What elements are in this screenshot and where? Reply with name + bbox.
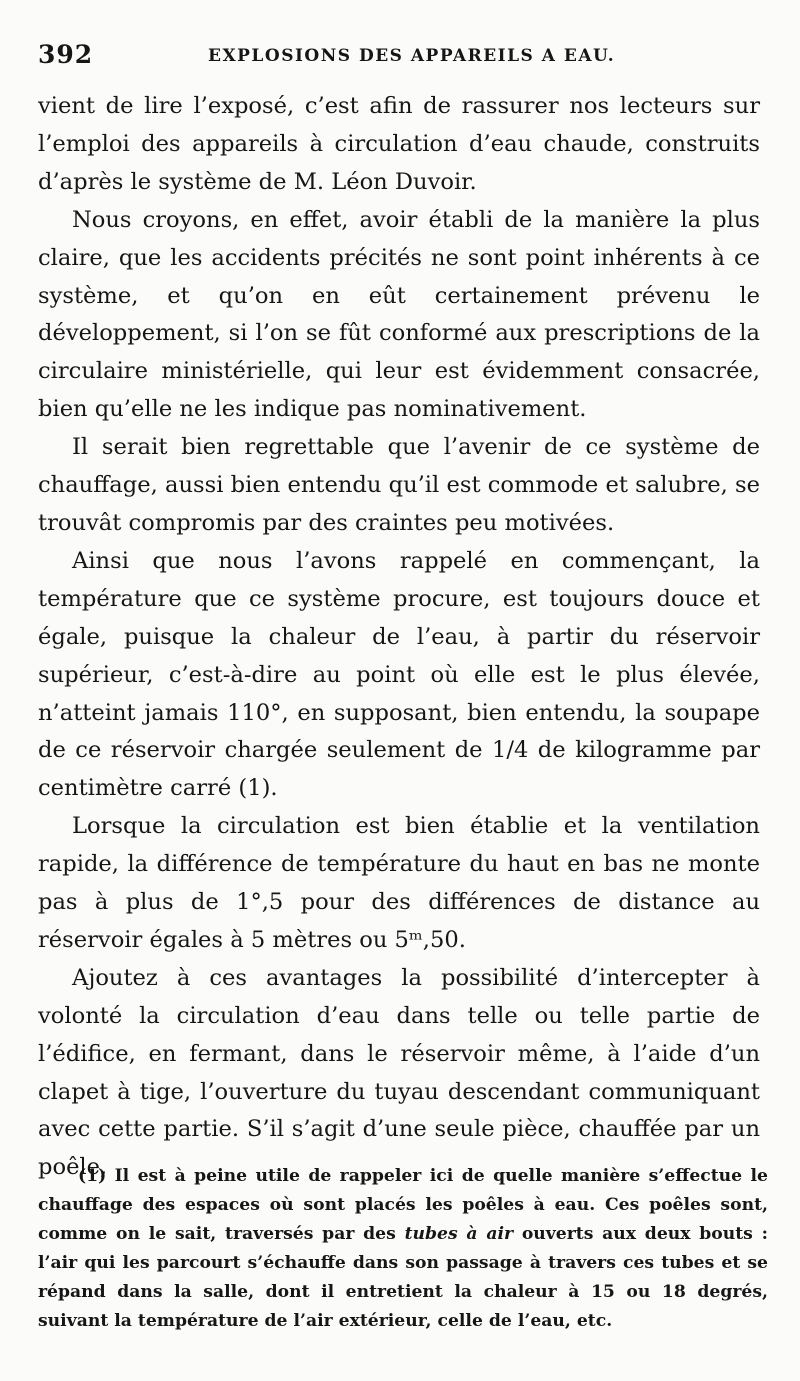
paragraph: Ainsi que nous l’avons rappelé en commençant, la température que ce système procure, est toujours douce et égale, puisque la chaleur de l’eau, à partir du réservoir supérieur, c’est-à-dire au point où elle est le plus élevée, n’atteint jamais 110°, en supposant, bien entendu, la soupape de ce réservoir chargée seulement de 1/4 de kilogramme par centimètre carré (1). (38, 547, 760, 802)
page-header (38, 40, 758, 74)
running-title: EXPLOSIONS DES APPAREILS A EAU. (208, 46, 616, 66)
page-number: 392 (38, 40, 94, 69)
paragraph: Nous croyons, en effet, avoir établi de la manière la plus claire, que les accidents précités ne sont point inhérents à ce système, et qu’on en eût certainement prévenu le développement, si l’on se fût conformé aux prescriptions de la circulaire ministérielle, qui leur est évidemment consacrée, bien qu’elle ne les indique pas nominativement. (38, 206, 760, 423)
paragraph: Ajoutez à ces avantages la possibilité d’intercepter à volonté la circulation d’eau dans telle ou telle partie de l’édifice, en fermant, dans le réservoir même, à l’aide d’un clapet à tige, l’ouverture du tuyau descendant communiquant avec cette partie. S’il s’agit d’une seule pièce, chauffée par un poêle, (38, 964, 760, 1181)
paragraph: Il serait bien regrettable que l’avenir de ce système de chauffage, aussi bien entendu qu’il est commode et salubre, se trouvât compromis par des craintes peu motivées. (38, 434, 760, 536)
paragraph: Lorsque la circulation est bien établie et la ventilation rapide, la différence de température du haut en bas ne monte pas à plus de 1°,5 pour des différences de distance au réservoir égales à 5 mètres ou 5ᵐ,50. (38, 813, 760, 953)
footnote-text-end: ouverts aux deux bouts : l’air qui les parcourt s’échauffe dans son passage à travers ces tubes et se répand dans la salle, dont il entretient la chaleur à 15 ou 18 degrés, suivant la température de l’air extérieur, celle de l’eau, etc. (38, 1224, 768, 1331)
footnote-emphasis: tubes à air (404, 1224, 514, 1244)
footnote-text-start: (1) Il est à peine utile de rappeler ici de quelle manière s’effectue le chauffage des espaces où sont placés les poêles à eau. Ces poêles sont, comme on le sait, traversés par des (38, 1166, 768, 1244)
body-text (38, 88, 760, 1187)
paragraph-continuation: vient de lire l’exposé, c’est afin de rassurer nos lecteurs sur l’emploi des appareils à circulation d’eau chaude, construits d’après le système de M. Léon Duvoir. (38, 93, 760, 195)
footnote (38, 1162, 768, 1336)
